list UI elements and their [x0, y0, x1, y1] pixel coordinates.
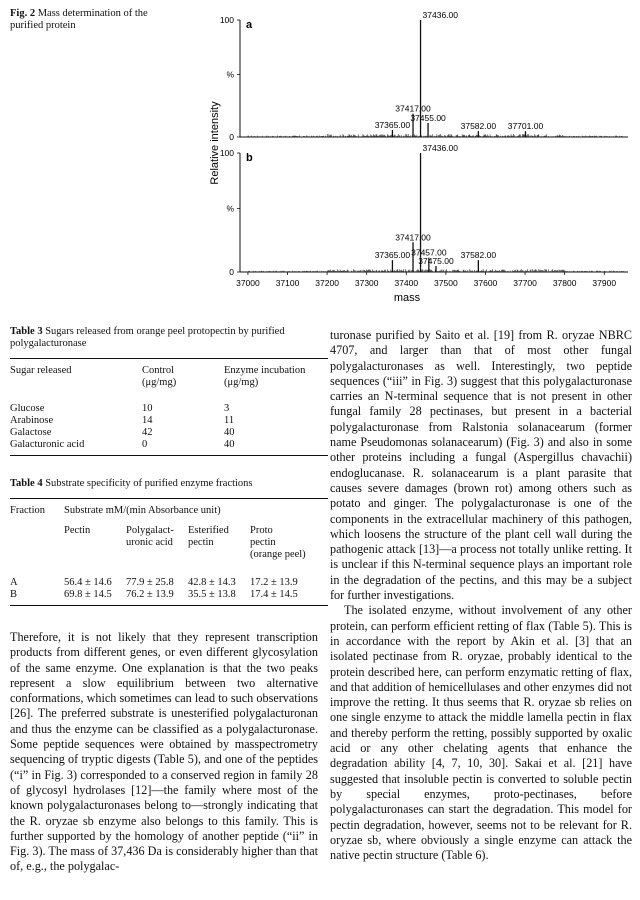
table4-row: [10, 589, 328, 601]
table3-cell: 42: [142, 427, 153, 438]
table3: [10, 358, 328, 451]
table3-row: [10, 389, 328, 415]
table4-cell: 42.8 ± 14.3: [188, 577, 236, 588]
x-tick-label: 37600: [473, 278, 498, 288]
table4-cell: 17.2 ± 13.9: [250, 577, 298, 588]
mass-spectrum-chart: [0, 0, 640, 310]
body-paragraph: The isolated enzyme, without involvement of any other protein, can perform efficient retting of flax (Table 5). This is in accordance with the report by Akin et al. [3] that an isolated pectinase from R. oryzae, probably identical to the protein described here, can perform enzymatic retting of flax, and that addition of hemicellulases and other enzymes did not improve the retting. It thus seems that R. oryzae sb relies on one single enzyme to attack the middle lamella pectin in flax and thereby perform the retting, possibly supported by oxalic acid or any other chelating agents that enhance the degradation ability [4, 7, 10, 30]. Sakai et al. [21] have suggested that insoluble pectin is converted to soluble pectin by special enzymes, proto-pectinases, before polygalacturonases can start the degradation. This model for pectin degradation, however, seems not to be relevant for R. oryzae sb, where obviously a single enzyme can attack the native pectin structure (Table 6).: [330, 603, 632, 863]
peak-label: 37582.00: [460, 121, 497, 132]
table4-subheader: Pectin: [64, 525, 91, 536]
table4: [10, 498, 328, 601]
y-tick-label: %: [226, 69, 234, 80]
x-tick-label: 37900: [592, 278, 617, 288]
panel-label: b: [246, 152, 253, 164]
right-column-text: [330, 328, 632, 863]
table3-cell: 14: [142, 415, 153, 426]
peak-label: 37417.00: [395, 103, 431, 114]
table3-cell: 10: [142, 403, 153, 414]
table4-cell: 76.2 ± 13.9: [126, 589, 174, 600]
body-paragraph: Therefore, it is not likely that they represent transcription products from different genes, or even different glycosylation of the same enzyme. One explanation is that the two peaks represent a slow equilibrium between two alternative conformations, which sometimes can lead to such observations [26]. The preferred substrate is unesterified polygalacturonan and thus the enzyme can be classified as a polygalacturonase. Some peptide sequences were obtained by masspectrometry sequencing of tryptic digests (Table 5), and one of the peptides (“i” in Fig. 3) corresponded to a conserved region in family 28 of glycosyl hydrolases [12]—the family where most of the known polygalacturonases belong to—strongly indicating that the R. oryzae sb enzyme also belongs to this family. This is further supported by the homology of another peptide (“ii” in Fig. 3). The mass of 37,436 Da is considerably higher than that of, e.g., the polygalac-: [10, 630, 318, 874]
x-tick-label: 37100: [275, 278, 300, 288]
table3-row: [10, 439, 328, 451]
table4-subheader: Polygalact- uronic acid: [126, 525, 174, 548]
peak-label: 37475.00: [418, 256, 454, 267]
peak-label: 37436.00: [422, 10, 458, 20]
table4-cell: A: [10, 577, 18, 588]
peak-label: 37436.00: [422, 143, 458, 153]
table3-cell: Galacturonic acid: [10, 439, 85, 450]
table4-caption-text: Substrate specificity of purified enzyme fractions: [45, 478, 253, 489]
peak-label: 37582.00: [460, 250, 497, 261]
body-paragraph: turonase purified by Saito et al. [19] from R. oryzae NBRC 4707, and larger than that of most other fungal polygalacturonases as well. Interestingly, two peptide sequences (“iii” in Fig. 3) suggest that this polygalacturonase carries an N-terminal sequence that is not present in other fungal family 28 pectinases, but present in a bacterial polygalacturonase from Ralstonia solanacearum (former name Pseudomonas solanacearum) (Fig. 3) and also in some other proteins including a fungal (Aspergillus chavachii) endoglucanase. R. solanacearum is a plant parasite that causes severe damages (brown rot) among others such as potato and ginger. The polygalacturonase is one of the components in the extracellular machinery of this pathogen, which loosens the structure of the plant cell wall during the pathogenic attack [13]—a process not totally unlike retting. It is unclear if this N-terminal sequence plays an important role in the degradation of the pectins, and this may be a subject for further investigations.: [330, 328, 632, 603]
table3-cell: 11: [224, 415, 235, 426]
table3-cell: 40: [224, 439, 235, 450]
table4-unit-header: Substrate mM/(min Absorbance unit): [64, 505, 221, 516]
x-tick-label: 37700: [513, 278, 537, 288]
y-tick-label: 100: [219, 148, 234, 158]
table3-cell: 40: [224, 427, 235, 438]
table4-cell: 77.9 ± 25.8: [126, 577, 174, 588]
table4-cell: 69.8 ± 14.5: [64, 589, 112, 600]
figure-label: Fig. 2: [10, 8, 36, 19]
peak-label: 37365.00: [374, 119, 411, 130]
table3-row: [10, 427, 328, 439]
peak-label: 37365.00: [374, 250, 411, 261]
left-column-text: [10, 630, 318, 875]
peak-label: 37457.00: [411, 247, 447, 258]
table4-cell: B: [10, 589, 18, 600]
table4-label: Table 4: [10, 478, 43, 489]
table3-cell: Glucose: [10, 403, 45, 414]
y-tick-label: %: [226, 203, 234, 214]
x-axis-label: mass: [393, 292, 421, 304]
x-tick-label: 37500: [434, 278, 458, 288]
table3-header: Control (μg/mg): [142, 365, 177, 388]
table3-cell: Arabinose: [10, 415, 54, 426]
table3-caption-text: Sugars released from orange peel protopectin by purified polygalacturonase: [10, 326, 285, 349]
figure-caption-text: Mass determination of the purified protein: [10, 8, 148, 31]
table4-subheader: Proto pectin (orange peel): [250, 525, 306, 560]
x-tick-label: 37400: [394, 278, 419, 288]
peak-label: 37417.00: [395, 232, 431, 243]
panel-label: a: [246, 19, 253, 31]
x-tick-label: 37200: [315, 278, 339, 288]
y-axis-label: Relative intensity: [209, 101, 221, 185]
x-tick-label: 37000: [236, 278, 260, 288]
x-tick-label: 37300: [354, 278, 379, 288]
table3-cell: 0: [142, 439, 148, 450]
table4-caption: [10, 478, 328, 490]
table3-label: Table 3: [10, 326, 43, 337]
table4-row: [10, 561, 328, 589]
table3-cell: 3: [224, 403, 230, 414]
y-tick-label: 0: [229, 132, 234, 142]
table3-cell: Galactose: [10, 427, 52, 438]
table3-caption: [10, 326, 328, 350]
table4-cell: 56.4 ± 14.6: [64, 577, 112, 588]
x-tick-label: 37800: [552, 278, 577, 288]
table3-header: Enzyme incubation (μg/mg): [224, 365, 306, 388]
chart-marks: [248, 10, 623, 272]
table3-header: Sugar released: [10, 365, 72, 376]
peak-label: 37701.00: [507, 121, 544, 132]
table4-fraction-header: Fraction: [10, 505, 45, 516]
y-tick-label: 100: [219, 15, 234, 25]
table3-row: [10, 415, 328, 427]
table4-subheader: Esterified pectin: [188, 525, 229, 548]
peak-label: 37455.00: [410, 112, 446, 123]
table3-block: [10, 326, 328, 456]
y-tick-label: 0: [229, 267, 234, 277]
table4-cell: 35.5 ± 13.8: [188, 589, 236, 600]
table4-cell: 17.4 ± 14.5: [250, 589, 298, 600]
table4-block: [10, 478, 328, 606]
